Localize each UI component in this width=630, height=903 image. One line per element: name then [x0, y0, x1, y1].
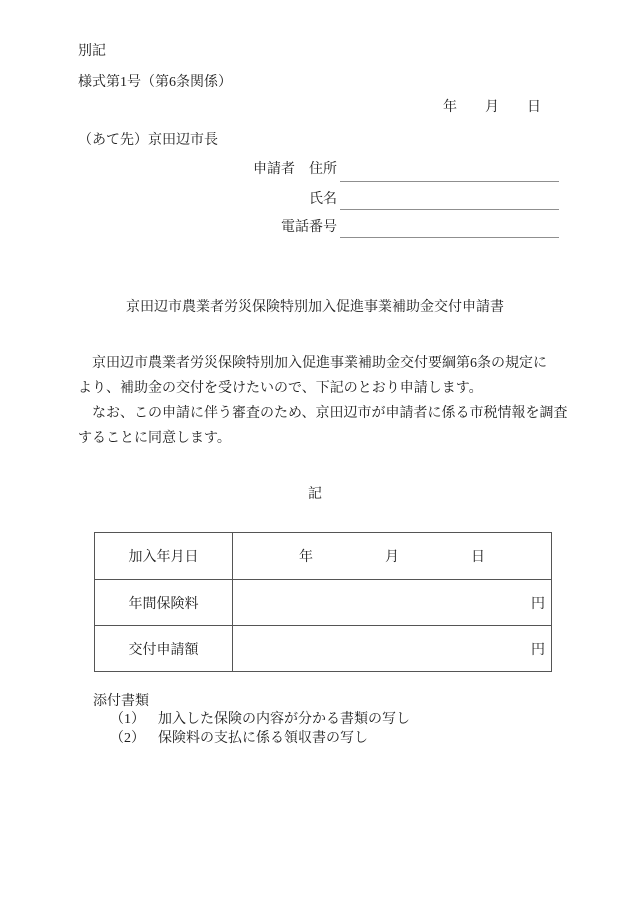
- applicant-phone-label: 電話番号: [281, 220, 337, 235]
- annual-premium-cell[interactable]: [233, 580, 551, 625]
- date-day-label: 日: [527, 100, 541, 115]
- attachment-text: 保険料の支払に係る領収書の写し: [158, 731, 368, 746]
- margin-note: 別記: [78, 44, 106, 59]
- body-line: より、補助金の交付を受けたいので、下記のとおり申請します。: [78, 381, 483, 396]
- section-marker: 記: [308, 487, 322, 502]
- table-row: [95, 625, 551, 671]
- requested-amount-label: 交付申請額: [95, 626, 233, 671]
- body-text: [78, 351, 568, 451]
- applicant-address-label: 申請者 住所: [253, 162, 337, 177]
- attachment-text: 加入した保険の内容が分かる書類の写し: [158, 712, 410, 727]
- enrollment-date-label: 加入年月日: [95, 533, 233, 579]
- attachment-number: （2）: [110, 731, 145, 746]
- applicant-phone-blank[interactable]: [340, 237, 559, 238]
- body-line: することに同意します。: [78, 431, 231, 446]
- annual-premium-label: 年間保険料: [95, 580, 233, 625]
- enrollment-date-cell[interactable]: [233, 533, 551, 579]
- page-title: 京田辺市農業者労災保険特別加入促進事業補助金交付申請書: [126, 300, 504, 315]
- date-month-label: 月: [485, 100, 499, 115]
- details-table: [94, 532, 552, 672]
- requested-amount-cell[interactable]: [233, 626, 551, 671]
- table-row: [95, 533, 551, 579]
- body-line: なお、この申請に伴う審査のため、京田辺市が申請者に係る市税情報を調査: [78, 406, 568, 421]
- form-number: 様式第1号（第6条関係）: [78, 75, 232, 90]
- yen-unit-label: 円: [531, 596, 545, 612]
- cell-year-label: 年: [299, 550, 313, 565]
- body-line: 京田辺市農業者労災保険特別加入促進事業補助金交付要綱第6条の規定に: [78, 356, 547, 371]
- date-year-label: 年: [443, 100, 457, 115]
- applicant-name-blank[interactable]: [340, 209, 559, 210]
- cell-month-label: 月: [385, 550, 399, 565]
- attachment-number: （1）: [110, 712, 145, 727]
- attachment-item: [110, 712, 410, 728]
- table-row: [95, 579, 551, 625]
- attachment-item: [110, 731, 368, 747]
- addressee: （あて先）京田辺市長: [78, 133, 218, 148]
- cell-day-label: 日: [471, 550, 485, 565]
- applicant-name-label: 氏名: [309, 192, 337, 207]
- yen-unit-label: 円: [531, 642, 545, 658]
- attachments-heading: 添付書類: [93, 694, 149, 709]
- date-line: [443, 100, 541, 116]
- applicant-address-blank[interactable]: [340, 181, 559, 182]
